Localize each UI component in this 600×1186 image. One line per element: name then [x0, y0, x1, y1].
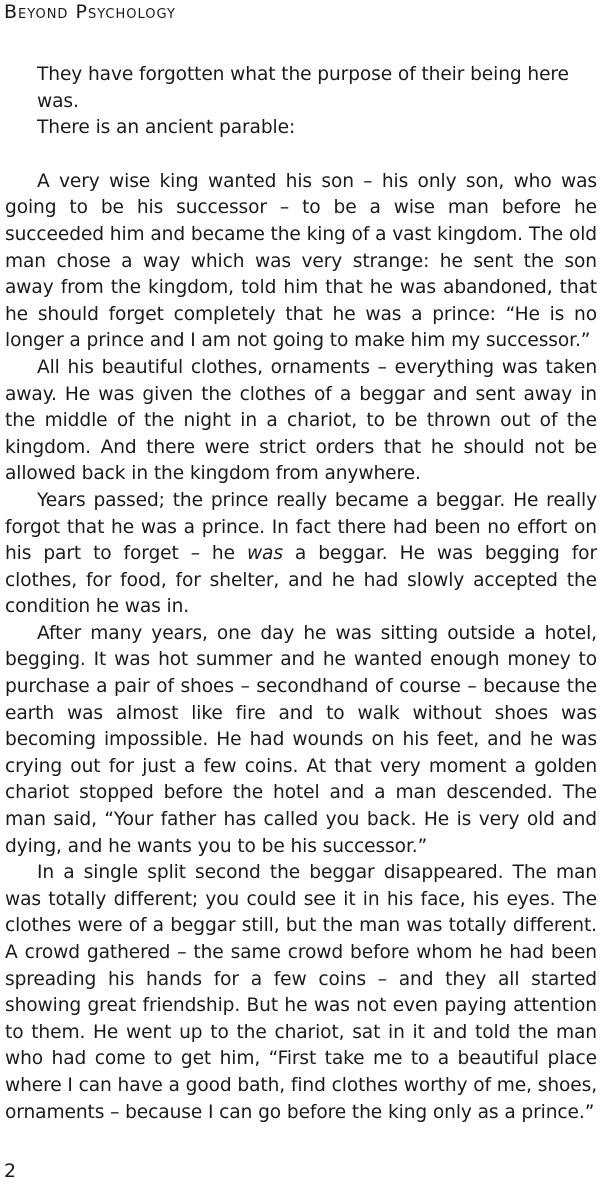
- paragraph: After many years, one day he was sitting outside a hotel, begging. It was hot summer and he wanted enough money to purchase a pair of shoes – secondhand of course – because the earth was almost like fire and to walk without shoes was becoming impossible. He had wounds on his feet, and he was crying out for just a few coins. At that very moment a golden chariot stopped before the hotel and a man descended. The man said, “Your father has called you back. He is very old and dying, and he wants you to be his successor.”: [5, 622, 597, 857]
- page-number: 2: [4, 1160, 17, 1182]
- body-text: [5, 62, 597, 1126]
- paragraph: A very wise king wanted his son – his only son, who was going to be his successor – to be a wise man before he succeeded him and became the king of a vast kingdom. The old man chose a way which was very strange: he sent the son away from the kingdom, told him that he was abandoned, that he should forget completely that he was a prince: “He is no longer a prince and I am not going to make him my successor.”: [5, 170, 597, 352]
- emphasis: was: [246, 543, 283, 565]
- text-run: Years passed; the prince really became a beggar. He really forgot that he was a prince. In fact there had been no effort on his part to forget – he: [5, 489, 597, 565]
- intro-line: They have forgotten what the purpose of their being here was.: [37, 64, 569, 112]
- intro-line: There is an ancient parable:: [37, 117, 296, 139]
- text-run: a beggar. He was begging for clothes, for food, for shelter, and he had slowly accepted the condition he was in.: [5, 543, 597, 618]
- paragraph: All his beautiful clothes, ornaments – everything was taken away. He was given the clothes of a beggar and sent away in the middle of the night in a chariot, to be thrown out of the kingdom. And there were strict orders that he should not be allowed back in the kingdom from anywhere.: [5, 356, 597, 485]
- paragraph: In a single split second the beggar disappeared. The man was totally different; you could see it in his face, his eyes. The clothes were of a beggar still, but the man was totally different. A crowd gathered – the same crowd before whom he had been spreading his hands for a few coins – and they all started showing great friendship. But he was not even paying attention to them. He went up to the chariot, sat in it and told the man who had come to get him, “First take me to a beautiful place where I can have a good bath, find clothes worthy of me, shoes, ornaments – because I can go before the king only as a prince.”: [5, 862, 598, 1123]
- paragraph: [5, 488, 597, 621]
- running-head: Beyond Psychology: [4, 1, 176, 23]
- intro-paragraph: [5, 62, 597, 142]
